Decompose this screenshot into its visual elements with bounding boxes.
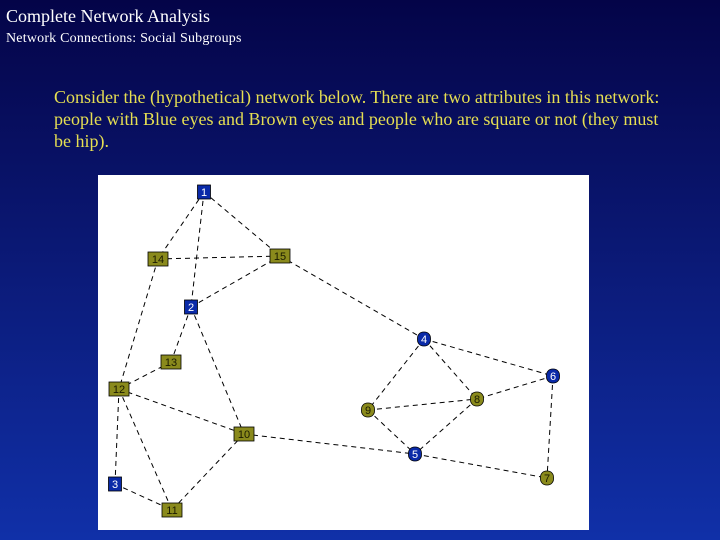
node-7-label: 7 <box>543 473 551 485</box>
node-11-label: 11 <box>166 505 178 517</box>
edge-9-8 <box>368 399 477 410</box>
edge-2-13 <box>171 307 191 362</box>
edge-2-15 <box>191 256 280 307</box>
node-3-label: 3 <box>111 479 119 491</box>
edge-12-11 <box>119 389 172 510</box>
node-15-label: 15 <box>273 251 287 263</box>
edge-9-5 <box>368 410 415 454</box>
node-8-label: 8 <box>473 394 481 406</box>
node-6 <box>547 369 560 383</box>
network-diagram <box>98 175 589 530</box>
node-2 <box>185 300 198 314</box>
edge-12-10 <box>119 389 244 434</box>
edge-6-7 <box>547 376 553 478</box>
edge-8-5 <box>415 399 477 454</box>
node-8 <box>471 392 484 406</box>
node-4 <box>418 332 431 346</box>
node-10 <box>234 427 254 441</box>
edge-4-9 <box>368 339 424 410</box>
edge-1-15 <box>204 192 280 256</box>
node-11 <box>162 503 182 517</box>
network-svg <box>98 175 589 530</box>
edge-1-2 <box>191 192 204 307</box>
node-1-label: 1 <box>200 187 208 199</box>
node-15 <box>270 249 290 263</box>
intro-paragraph: Consider the (hypothetical) network below. There are two attributes in this network: people with Blue eyes and Brown eyes and people who are square or not (they must be hip). <box>54 87 660 151</box>
edge-2-10 <box>191 307 244 434</box>
node-13-label: 13 <box>164 357 178 369</box>
slide-subtitle: Network Connections: Social Subgroups <box>6 31 242 46</box>
edge-10-5 <box>244 434 415 454</box>
node-12 <box>109 382 129 396</box>
node-14-label: 14 <box>151 254 165 266</box>
edge-10-11 <box>172 434 244 510</box>
node-3 <box>109 477 122 491</box>
node-4-label: 4 <box>420 334 428 346</box>
edge-6-8 <box>477 376 553 399</box>
edge-15-4 <box>280 256 424 339</box>
node-5-label: 5 <box>411 449 419 461</box>
node-12-label: 12 <box>112 384 126 396</box>
node-9-label: 9 <box>364 405 372 417</box>
node-6-label: 6 <box>549 371 557 383</box>
edge-4-8 <box>424 339 477 399</box>
node-1 <box>198 185 211 199</box>
edge-12-3 <box>115 389 119 484</box>
edge-4-6 <box>424 339 553 376</box>
node-14 <box>148 252 168 266</box>
node-5 <box>409 447 422 461</box>
edges-layer <box>112 192 553 510</box>
edge-5-7 <box>415 454 547 478</box>
nodes-layer <box>109 185 560 517</box>
edge-14-15 <box>158 256 280 259</box>
edge-14-12 <box>119 259 158 389</box>
node-7 <box>541 471 554 485</box>
slide-title: Complete Network Analysis <box>6 6 210 26</box>
node-13 <box>161 355 181 369</box>
node-10-label: 10 <box>237 429 251 441</box>
node-9 <box>362 403 375 417</box>
node-2-label: 2 <box>187 302 195 314</box>
